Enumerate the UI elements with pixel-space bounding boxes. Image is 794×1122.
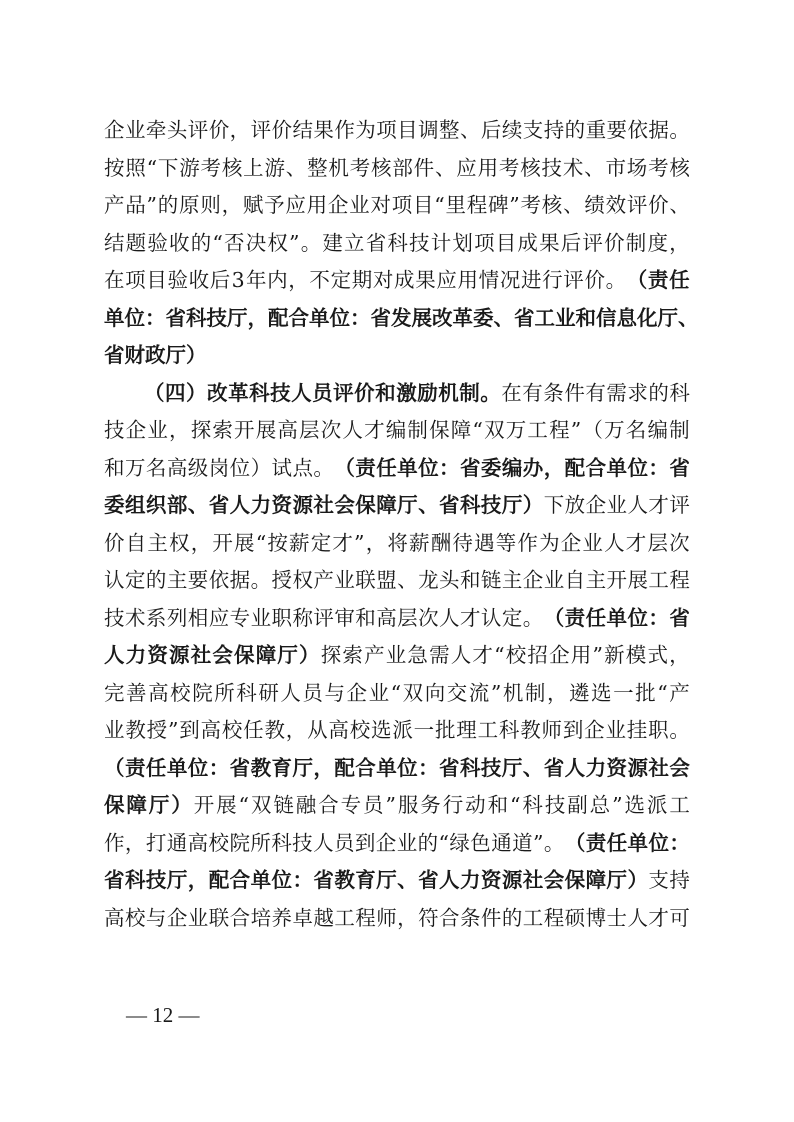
text-line: （ 四 ） 改 革 科 技 人 员 评 价 和 激 励 机 制 。 在 有 条 件 有 需 求 的 科 — [144, 380, 690, 405]
text-line: 按 照 “ 下 游 考 核 上 游 、 整 机 考 核 部 件 、 应 用 考 核 技 术 、 市 场 考 核 — [104, 155, 690, 180]
text-line: 省 科 技 厅 ， 配 合 单 位 ： 省 教 育 厅 、 省 人 力 资 源 社 会 保 障 厅 ） 支 持 — [104, 868, 690, 892]
text-line: 高 校 与 企 业 联 合 培 养 卓 越 工 程 师 ， 符 合 条 件 的 工 程 硕 博 士 人 才 可 — [104, 905, 690, 930]
text-line: 省 财 政 厅 ） — [104, 343, 207, 367]
text-line: 价 自 主 权 ， 开 展 “ 按 薪 定 才 ” ， 将 薪 酬 待 遇 等 作 为 企 业 人 才 层 次 — [104, 530, 690, 555]
page-number: — 12 — — [126, 1003, 200, 1027]
text-line: 产 品 ” 的 原 则 ， 赋 予 应 用 企 业 对 项 目 “ 里 程 碑 ” 考 核 、 绩 效 评 价 、 — [104, 193, 690, 217]
text-line: 委 组 织 部 、 省 人 力 资 源 社 会 保 障 厅 、 省 科 技 厅 ） 下 放 企 业 人 才 评 — [104, 493, 690, 517]
text-line: 业 教 授 ” 到 高 校 任 教 ， 从 高 校 选 派 一 批 理 工 科 教 师 到 企 业 挂 职 。 — [104, 718, 690, 742]
text-line: 完 善 高 校 院 所 科 研 人 员 与 企 业 “ 双 向 交 流 ” 机 制 ， 遴 选 一 批 “ 产 — [104, 680, 690, 705]
text-line: 和 万 名 高 级 岗 位 ） 试 点 。 （ 责 任 单 位 ： 省 委 编 办 ， 配 合 单 位 ： 省 — [104, 455, 690, 480]
text-line: 人 力 资 源 社 会 保 障 厅 ） 探 索 产 业 急 需 人 才 “ 校 招 企 用 ” 新 模 式 ， — [104, 643, 690, 667]
text-line: 保 障 厅 ） 开 展 “ 双 链 融 合 专 员 ” 服 务 行 动 和 “ 科 技 副 总 ” 选 派 工 — [104, 793, 690, 817]
text-line: 单 位 ： 省 科 技 厅 ， 配 合 单 位 ： 省 发 展 改 革 委 、 省 工 业 和 信 息 化 厅 、 — [104, 305, 699, 330]
text-line: 认 定 的 主 要 依 据 。 授 权 产 业 联 盟 、 龙 头 和 链 主 企 业 自 主 开 展 工 程 — [104, 568, 690, 592]
text-line: 作 ， 打 通 高 校 院 所 科 技 人 员 到 企 业 的 “ 绿 色 通 道 ” 。 （ 责 任 单 位 ： — [104, 830, 690, 855]
text-line: 技 术 系 列 相 应 专 业 职 称 评 审 和 高 层 次 人 才 认 定 。 （ 责 任 单 位 ： 省 — [104, 605, 690, 630]
text-line: 技 企 业 ， 探 索 开 展 高 层 次 人 才 编 制 保 障 “ 双 万 工 程 ” （ 万 名 编 制 — [104, 418, 690, 442]
text-line: 企 业 牵 头 评 价 ， 评 价 结 果 作 为 项 目 调 整 、 后 续 支 持 的 重 要 依 据 。 — [104, 118, 690, 142]
text-line: 结 题 验 收 的 “ 否 决 权 ” 。 建 立 省 科 技 计 划 项 目 成 果 后 评 价 制 度 ， — [104, 230, 690, 255]
text-line: （ 责 任 单 位 ： 省 教 育 厅 ， 配 合 单 位 ： 省 科 技 厅 、 省 人 力 资 源 社 会 — [104, 755, 690, 780]
text-line: 在 项 目 验 收 后 3 年 内 ， 不 定 期 对 成 果 应 用 情 况 进 行 评 价 。 （ 责 任 — [104, 268, 690, 292]
